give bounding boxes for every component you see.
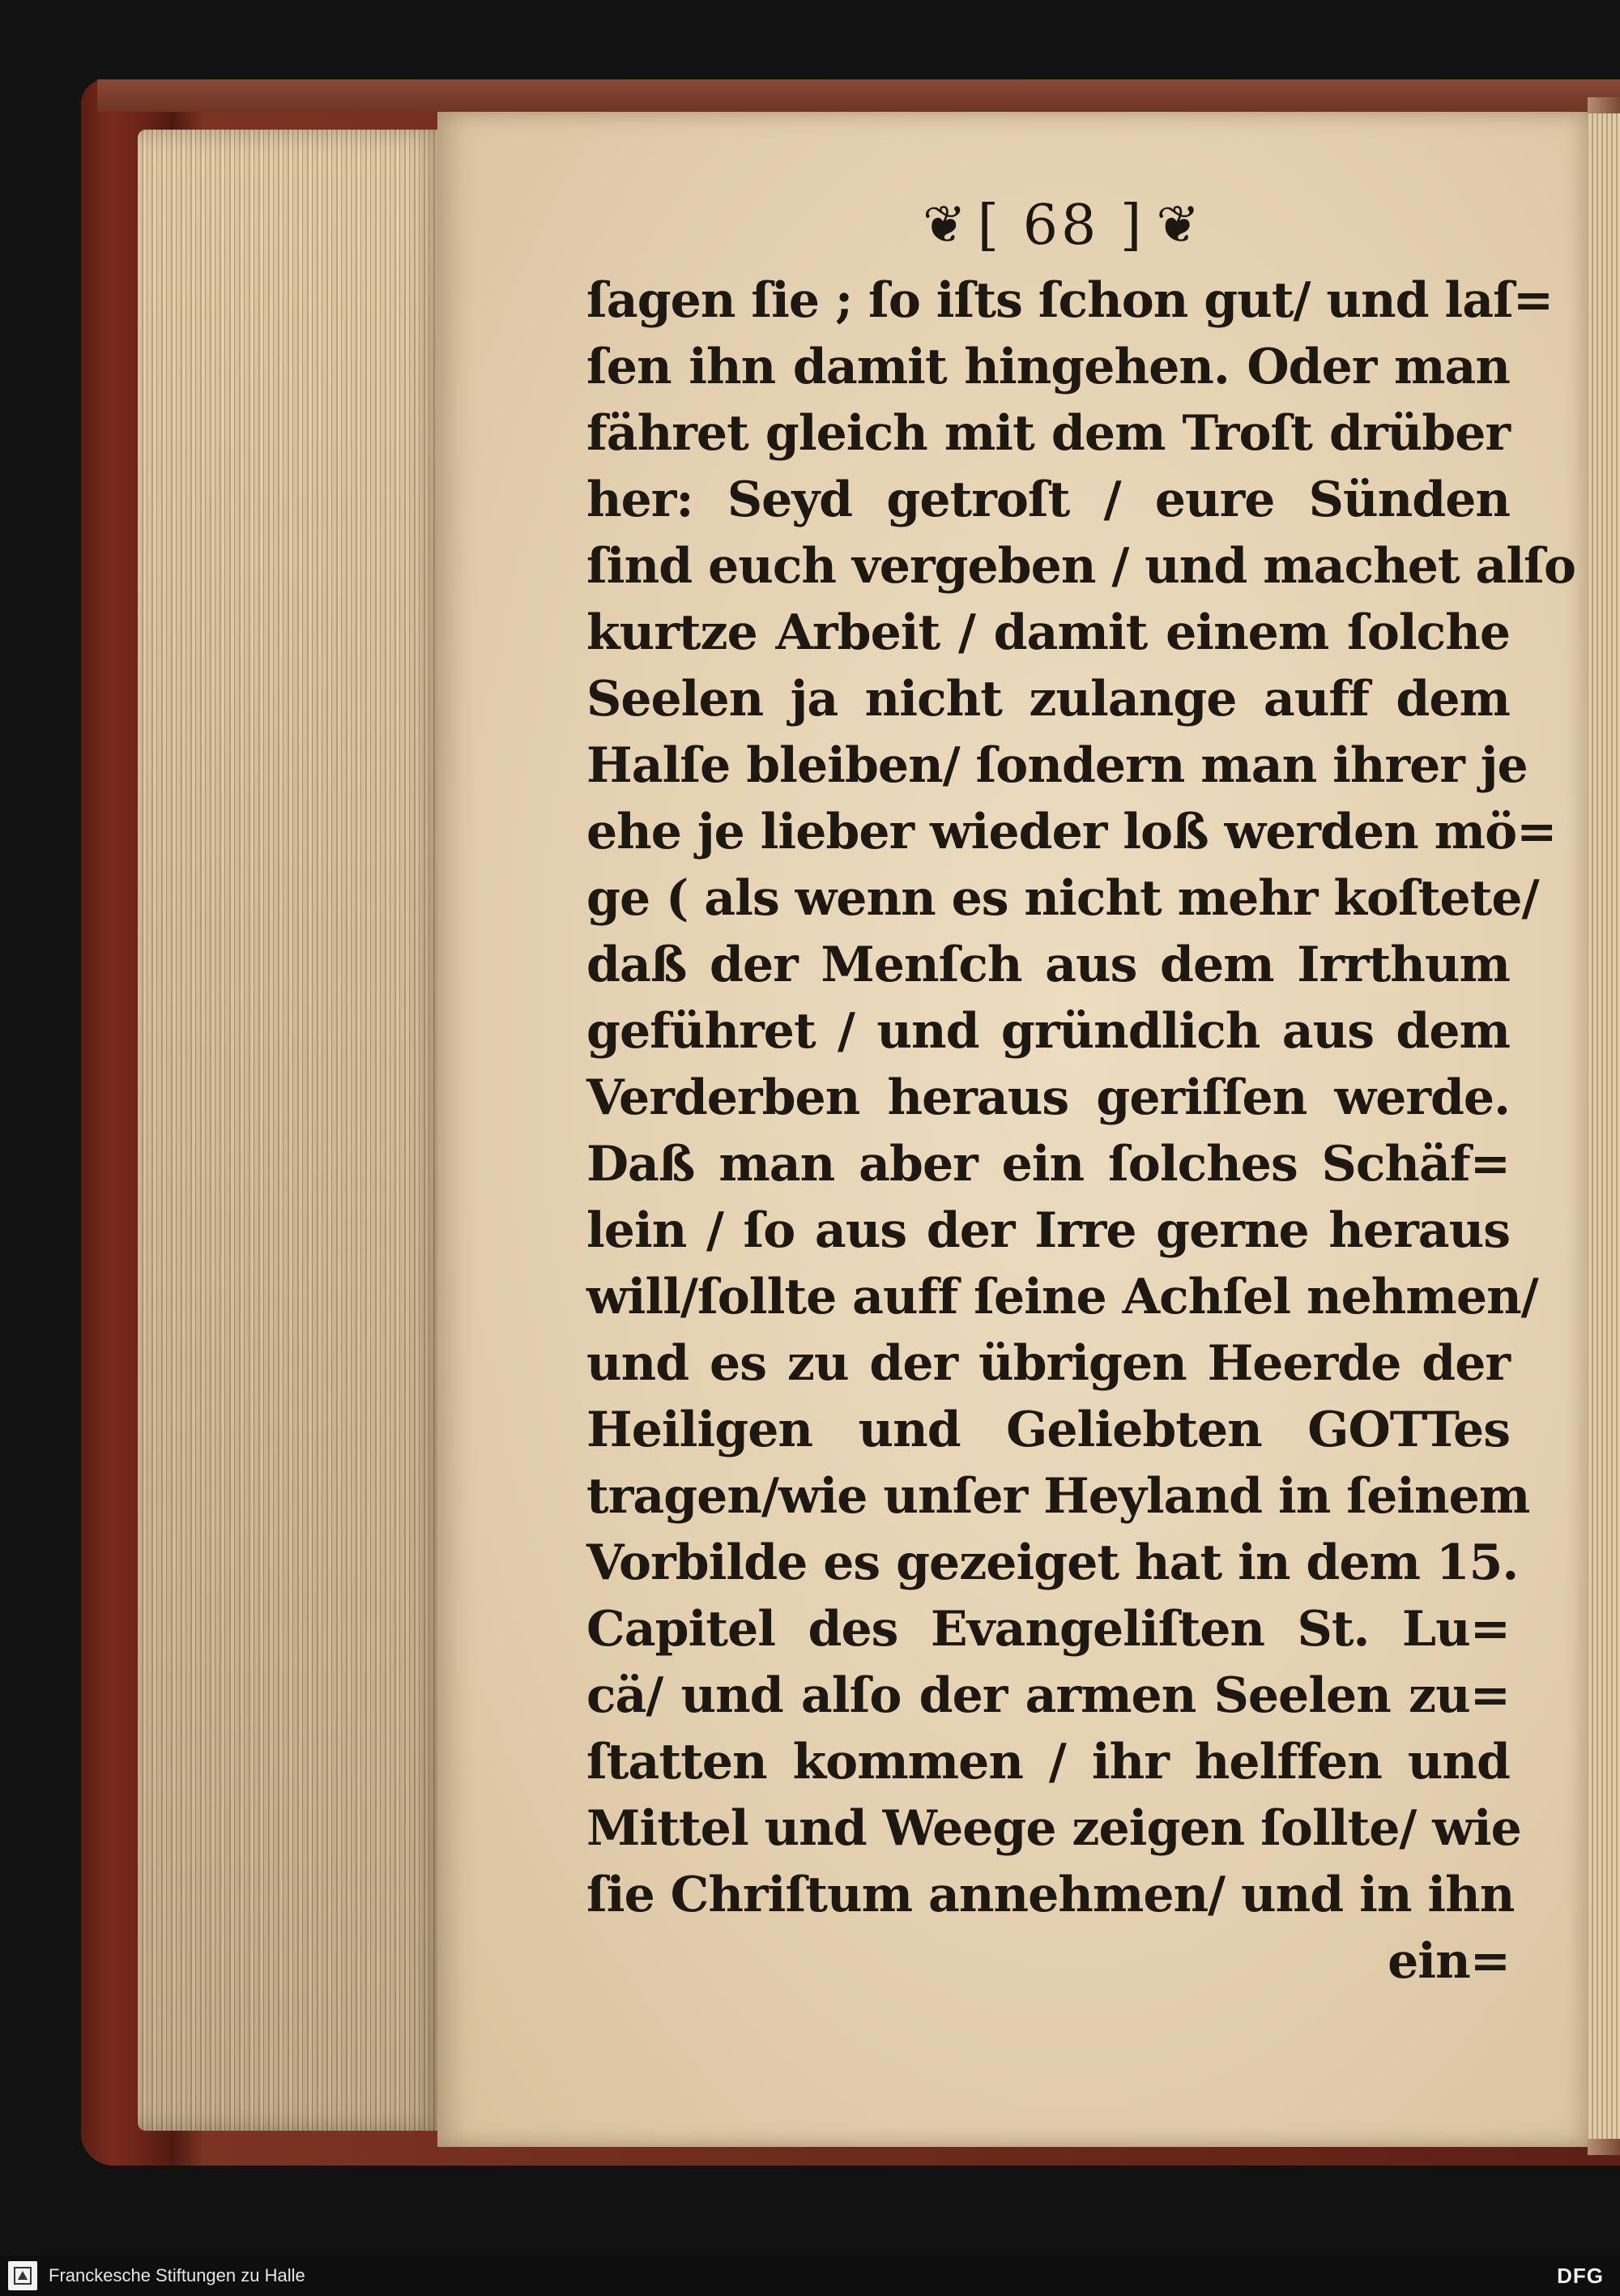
text-line: Capitel des Evangeliſten St. Lu= (586, 1601, 1510, 1658)
footer-left (8, 2261, 305, 2290)
text-line: ſen ihn damit hingehen. Oder man (586, 339, 1510, 395)
text-line: kurtze Arbeit / damit einem ſolche (586, 604, 1510, 661)
text-line: geführet / und gründlich aus dem (586, 1003, 1510, 1060)
funder-logo: DFG (1557, 2263, 1604, 2288)
page-edges-shade (138, 130, 446, 2131)
text-line: Mittel und Weege zeigen ſollte/ wie (586, 1800, 1521, 1857)
left-ornament-icon: ❦ (922, 195, 966, 255)
institution-name: Franckesche Stiftungen zu Halle (49, 2265, 305, 2285)
page-header (859, 185, 1264, 266)
institution-logo-icon (8, 2261, 37, 2290)
text-line: will/ſollte auff ſeine Achſel nehmen/ (586, 1269, 1538, 1325)
text-line: Halſe bleiben/ ſondern man ihrer je (586, 737, 1528, 794)
text-line: Vorbilde es gezeiget hat in dem 15. (586, 1534, 1519, 1591)
right-ornament-icon: ❦ (1156, 195, 1200, 255)
page-number: [ 68 ] (977, 193, 1145, 258)
text-line: fähret gleich mit dem Troſt drüber (586, 405, 1510, 462)
text-line: ſie Chriſtum annehmen/ und in ihn (586, 1867, 1515, 1923)
text-line: Seelen ja nicht zulange auff dem (586, 671, 1510, 728)
cover-top-edge (97, 79, 1620, 112)
catchword: ein= (1388, 1933, 1510, 1990)
text-line: ſtatten kommen / ihr helffen und (586, 1734, 1510, 1790)
text-line: ge ( als wenn es nicht mehr koſtete/ (586, 870, 1539, 927)
text-line: tragen/wie unſer Heyland in ſeinem (586, 1468, 1530, 1525)
footer-bar (0, 2255, 1620, 2296)
text-line: cä/ und alſo der armen Seelen zu= (586, 1667, 1510, 1724)
text-line: daß der Menſch aus dem Irrthum (586, 937, 1510, 993)
text-line: und es zu der übrigen Heerde der (586, 1335, 1510, 1392)
right-page-edge (1584, 113, 1620, 2139)
text-line: ehe je lieber wieder loß werden mö= (586, 804, 1557, 860)
text-line: her: Seyd getroſt / eure Sünden (586, 472, 1510, 528)
text-line: ſind euch vergeben / und machet alſo (586, 538, 1576, 595)
text-line: Verderben heraus geriſſen werde. (586, 1069, 1510, 1126)
text-line: Heiligen und Geliebten GOTTes (586, 1402, 1510, 1458)
text-line: lein / ſo aus der Irre gerne heraus (586, 1202, 1510, 1259)
text-line: ſagen ſie ; ſo iſts ſchon gut/ und laſ= (586, 272, 1554, 329)
text-line: Daß man aber ein ſolches Schäf= (586, 1136, 1510, 1193)
body-text (586, 267, 1576, 1995)
